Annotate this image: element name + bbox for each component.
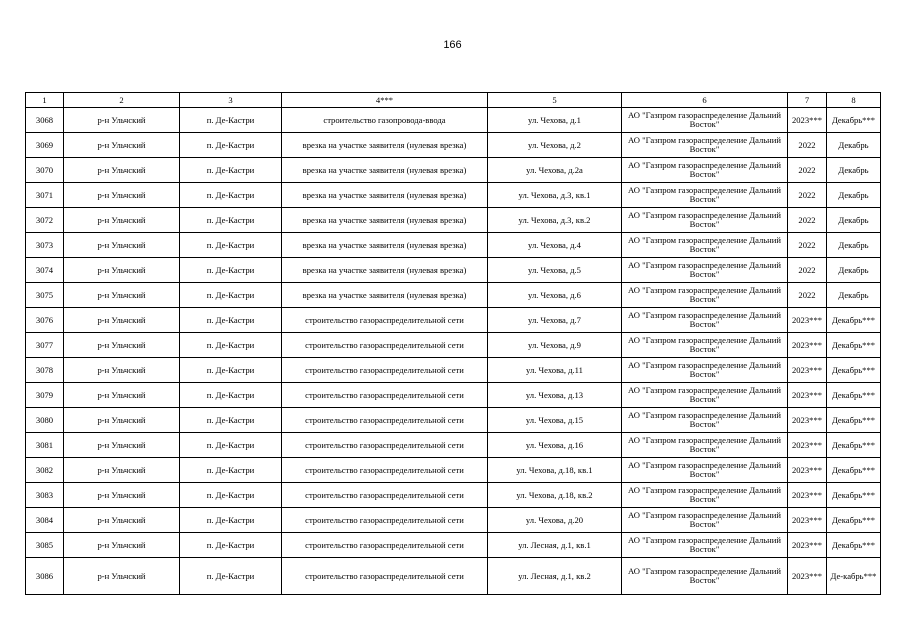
work-type-cell: строительство газораспределительной сети <box>282 408 488 433</box>
address-cell: ул. Чехова, д.3, кв.2 <box>488 208 622 233</box>
column-header: 6 <box>622 93 788 108</box>
month-cell: Декабрь*** <box>827 408 881 433</box>
work-type-cell: врезка на участке заявителя (нулевая врезка) <box>282 133 488 158</box>
address-cell: ул. Чехова, д.11 <box>488 358 622 383</box>
organization-cell: АО "Газпром газораспределение Дальний Восток" <box>622 258 788 283</box>
work-type-cell: строительство газораспределительной сети <box>282 383 488 408</box>
settlement-cell: п. Де-Кастри <box>180 433 282 458</box>
month-cell: Декабрь*** <box>827 508 881 533</box>
settlement-cell: п. Де-Кастри <box>180 333 282 358</box>
month-cell: Декабрь*** <box>827 358 881 383</box>
organization-cell: АО "Газпром газораспределение Дальний Восток" <box>622 308 788 333</box>
district-cell: р-н Ульчский <box>64 133 180 158</box>
year-cell: 2023*** <box>788 308 827 333</box>
year-cell: 2022 <box>788 208 827 233</box>
column-header: 1 <box>26 93 64 108</box>
work-type-cell: врезка на участке заявителя (нулевая врезка) <box>282 283 488 308</box>
row-number-cell: 3084 <box>26 508 64 533</box>
table-row <box>26 408 881 433</box>
year-cell: 2023*** <box>788 408 827 433</box>
work-type-cell: строительство газораспределительной сети <box>282 458 488 483</box>
page-number: 166 <box>443 39 462 51</box>
organization-cell: АО "Газпром газораспределение Дальний Восток" <box>622 483 788 508</box>
address-cell: ул. Чехова, д.7 <box>488 308 622 333</box>
table-row <box>26 533 881 558</box>
district-cell: р-н Ульчский <box>64 433 180 458</box>
district-cell: р-н Ульчский <box>64 533 180 558</box>
settlement-cell: п. Де-Кастри <box>180 408 282 433</box>
row-number-cell: 3085 <box>26 533 64 558</box>
row-number-cell: 3072 <box>26 208 64 233</box>
district-cell: р-н Ульчский <box>64 233 180 258</box>
month-cell: Декабрь <box>827 233 881 258</box>
work-type-cell: врезка на участке заявителя (нулевая врезка) <box>282 258 488 283</box>
table-header-row <box>26 93 881 108</box>
year-cell: 2022 <box>788 233 827 258</box>
table-row <box>26 233 881 258</box>
district-cell: р-н Ульчский <box>64 458 180 483</box>
year-cell: 2023*** <box>788 508 827 533</box>
table-row <box>26 183 881 208</box>
row-number-cell: 3068 <box>26 108 64 133</box>
work-type-cell: строительство газораспределительной сети <box>282 308 488 333</box>
settlement-cell: п. Де-Кастри <box>180 158 282 183</box>
month-cell: Декабрь <box>827 158 881 183</box>
settlement-cell: п. Де-Кастри <box>180 558 282 595</box>
month-cell: Декабрь*** <box>827 533 881 558</box>
table-row <box>26 558 881 595</box>
settlement-cell: п. Де-Кастри <box>180 533 282 558</box>
row-number-cell: 3074 <box>26 258 64 283</box>
work-type-cell: строительство газораспределительной сети <box>282 533 488 558</box>
table-row <box>26 333 881 358</box>
district-cell: р-н Ульчский <box>64 158 180 183</box>
month-cell: Декабрь <box>827 183 881 208</box>
work-type-cell: врезка на участке заявителя (нулевая врезка) <box>282 233 488 258</box>
address-cell: ул. Чехова, д.2 <box>488 133 622 158</box>
month-cell: Декабрь <box>827 283 881 308</box>
work-type-cell: строительство газораспределительной сети <box>282 558 488 595</box>
year-cell: 2023*** <box>788 483 827 508</box>
district-cell: р-н Ульчский <box>64 508 180 533</box>
year-cell: 2023*** <box>788 383 827 408</box>
organization-cell: АО "Газпром газораспределение Дальний Восток" <box>622 233 788 258</box>
column-header: 7 <box>788 93 827 108</box>
work-type-cell: строительство газораспределительной сети <box>282 433 488 458</box>
column-header: 4*** <box>282 93 488 108</box>
column-header: 8 <box>827 93 881 108</box>
table-row <box>26 358 881 383</box>
row-number-cell: 3076 <box>26 308 64 333</box>
table-row <box>26 308 881 333</box>
settlement-cell: п. Де-Кастри <box>180 133 282 158</box>
year-cell: 2023*** <box>788 533 827 558</box>
work-type-cell: строительство газораспределительной сети <box>282 508 488 533</box>
row-number-cell: 3086 <box>26 558 64 595</box>
organization-cell: АО "Газпром газораспределение Дальний Восток" <box>622 533 788 558</box>
address-cell: ул. Чехова, д.15 <box>488 408 622 433</box>
organization-cell: АО "Газпром газораспределение Дальний Восток" <box>622 333 788 358</box>
organization-cell: АО "Газпром газораспределение Дальний Восток" <box>622 433 788 458</box>
district-cell: р-н Ульчский <box>64 333 180 358</box>
year-cell: 2023*** <box>788 333 827 358</box>
address-cell: ул. Чехова, д.5 <box>488 258 622 283</box>
district-cell: р-н Ульчский <box>64 558 180 595</box>
year-cell: 2022 <box>788 133 827 158</box>
settlement-cell: п. Де-Кастри <box>180 308 282 333</box>
organization-cell: АО "Газпром газораспределение Дальний Восток" <box>622 458 788 483</box>
organization-cell: АО "Газпром газораспределение Дальний Восток" <box>622 408 788 433</box>
district-cell: р-н Ульчский <box>64 258 180 283</box>
column-header: 2 <box>64 93 180 108</box>
row-number-cell: 3077 <box>26 333 64 358</box>
district-cell: р-н Ульчский <box>64 108 180 133</box>
row-number-cell: 3080 <box>26 408 64 433</box>
settlement-cell: п. Де-Кастри <box>180 258 282 283</box>
row-number-cell: 3071 <box>26 183 64 208</box>
address-cell: ул. Чехова, д.16 <box>488 433 622 458</box>
month-cell: Декабрь*** <box>827 108 881 133</box>
table-row <box>26 258 881 283</box>
address-cell: ул. Чехова, д.18, кв.1 <box>488 458 622 483</box>
row-number-cell: 3070 <box>26 158 64 183</box>
address-cell: ул. Чехова, д.18, кв.2 <box>488 483 622 508</box>
year-cell: 2023*** <box>788 458 827 483</box>
year-cell: 2022 <box>788 158 827 183</box>
table-row <box>26 383 881 408</box>
row-number-cell: 3079 <box>26 383 64 408</box>
year-cell: 2023*** <box>788 558 827 595</box>
month-cell: Декабрь <box>827 258 881 283</box>
table-body <box>26 108 881 595</box>
district-cell: р-н Ульчский <box>64 408 180 433</box>
row-number-cell: 3081 <box>26 433 64 458</box>
work-type-cell: строительство газораспределительной сети <box>282 483 488 508</box>
data-table <box>25 92 881 595</box>
organization-cell: АО "Газпром газораспределение Дальний Восток" <box>622 283 788 308</box>
row-number-cell: 3075 <box>26 283 64 308</box>
row-number-cell: 3073 <box>26 233 64 258</box>
address-cell: ул. Лесная, д.1, кв.2 <box>488 558 622 595</box>
table-row <box>26 158 881 183</box>
district-cell: р-н Ульчский <box>64 183 180 208</box>
table-row <box>26 208 881 233</box>
settlement-cell: п. Де-Кастри <box>180 283 282 308</box>
district-cell: р-н Ульчский <box>64 283 180 308</box>
year-cell: 2022 <box>788 258 827 283</box>
table-row <box>26 283 881 308</box>
work-type-cell: строительство газораспределительной сети <box>282 358 488 383</box>
column-header: 5 <box>488 93 622 108</box>
organization-cell: АО "Газпром газораспределение Дальний Восток" <box>622 208 788 233</box>
row-number-cell: 3078 <box>26 358 64 383</box>
work-type-cell: строительство газораспределительной сети <box>282 333 488 358</box>
year-cell: 2023*** <box>788 433 827 458</box>
settlement-cell: п. Де-Кастри <box>180 183 282 208</box>
table-row <box>26 458 881 483</box>
settlement-cell: п. Де-Кастри <box>180 108 282 133</box>
work-type-cell: врезка на участке заявителя (нулевая врезка) <box>282 158 488 183</box>
address-cell: ул. Чехова, д.20 <box>488 508 622 533</box>
organization-cell: АО "Газпром газораспределение Дальний Восток" <box>622 158 788 183</box>
settlement-cell: п. Де-Кастри <box>180 208 282 233</box>
organization-cell: АО "Газпром газораспределение Дальний Восток" <box>622 383 788 408</box>
year-cell: 2022 <box>788 283 827 308</box>
month-cell: Декабрь*** <box>827 333 881 358</box>
organization-cell: АО "Газпром газораспределение Дальний Восток" <box>622 183 788 208</box>
month-cell: Декабрь*** <box>827 308 881 333</box>
organization-cell: АО "Газпром газораспределение Дальний Восток" <box>622 508 788 533</box>
address-cell: ул. Лесная, д.1, кв.1 <box>488 533 622 558</box>
table-row <box>26 483 881 508</box>
settlement-cell: п. Де-Кастри <box>180 233 282 258</box>
settlement-cell: п. Де-Кастри <box>180 383 282 408</box>
settlement-cell: п. Де-Кастри <box>180 358 282 383</box>
year-cell: 2023*** <box>788 358 827 383</box>
address-cell: ул. Чехова, д.13 <box>488 383 622 408</box>
table-row <box>26 433 881 458</box>
year-cell: 2022 <box>788 183 827 208</box>
settlement-cell: п. Де-Кастри <box>180 483 282 508</box>
organization-cell: АО "Газпром газораспределение Дальний Восток" <box>622 558 788 595</box>
district-cell: р-н Ульчский <box>64 208 180 233</box>
organization-cell: АО "Газпром газораспределение Дальний Восток" <box>622 108 788 133</box>
month-cell: Декабрь*** <box>827 483 881 508</box>
address-cell: ул. Чехова, д.3, кв.1 <box>488 183 622 208</box>
table-row <box>26 133 881 158</box>
month-cell: Декабрь <box>827 208 881 233</box>
address-cell: ул. Чехова, д.2а <box>488 158 622 183</box>
month-cell: Декабрь*** <box>827 458 881 483</box>
work-type-cell: врезка на участке заявителя (нулевая врезка) <box>282 183 488 208</box>
address-cell: ул. Чехова, д.6 <box>488 283 622 308</box>
row-number-cell: 3083 <box>26 483 64 508</box>
year-cell: 2023*** <box>788 108 827 133</box>
settlement-cell: п. Де-Кастри <box>180 508 282 533</box>
row-number-cell: 3082 <box>26 458 64 483</box>
row-number-cell: 3069 <box>26 133 64 158</box>
month-cell: Декабрь*** <box>827 383 881 408</box>
district-cell: р-н Ульчский <box>64 383 180 408</box>
address-cell: ул. Чехова, д.4 <box>488 233 622 258</box>
address-cell: ул. Чехова, д.1 <box>488 108 622 133</box>
month-cell: Де-кабрь*** <box>827 558 881 595</box>
district-cell: р-н Ульчский <box>64 358 180 383</box>
address-cell: ул. Чехова, д.9 <box>488 333 622 358</box>
district-cell: р-н Ульчский <box>64 483 180 508</box>
organization-cell: АО "Газпром газораспределение Дальний Восток" <box>622 133 788 158</box>
organization-cell: АО "Газпром газораспределение Дальний Восток" <box>622 358 788 383</box>
settlement-cell: п. Де-Кастри <box>180 458 282 483</box>
month-cell: Декабрь <box>827 133 881 158</box>
table-row <box>26 108 881 133</box>
district-cell: р-н Ульчский <box>64 308 180 333</box>
work-type-cell: врезка на участке заявителя (нулевая врезка) <box>282 208 488 233</box>
month-cell: Декабрь*** <box>827 433 881 458</box>
table-row <box>26 508 881 533</box>
work-type-cell: строительство газопровода-ввода <box>282 108 488 133</box>
column-header: 3 <box>180 93 282 108</box>
